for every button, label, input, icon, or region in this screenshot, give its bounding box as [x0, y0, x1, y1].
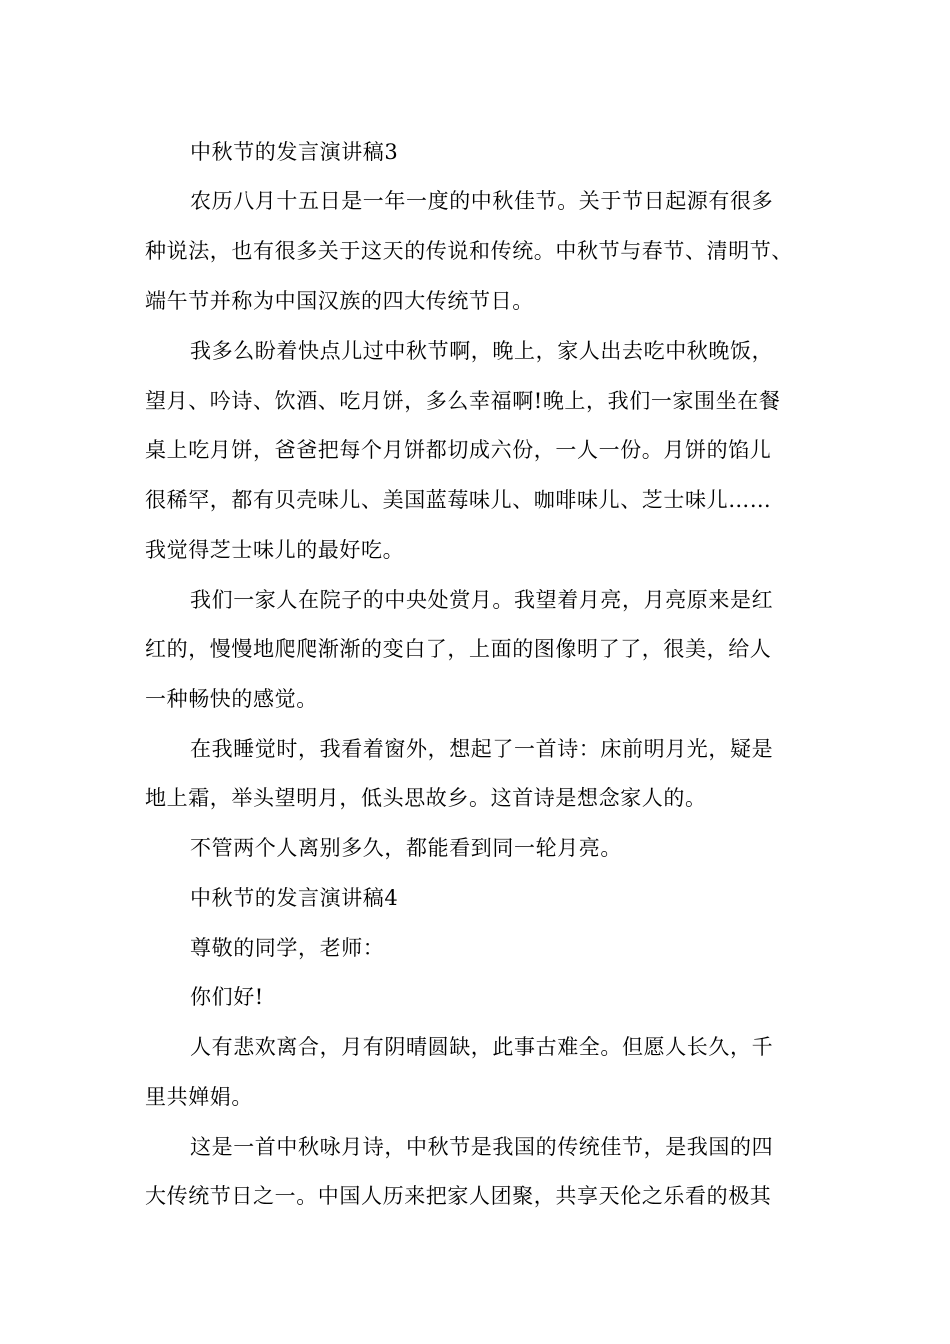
- paragraph-line: 人有悲欢离合，月有阴晴圆缺，此事古难全。但愿人长久，千: [190, 1035, 774, 1059]
- paragraph-line: 在我睡觉时，我看着窗外，想起了一首诗：床前明月光，疑是: [190, 737, 774, 761]
- paragraph-line: 农历八月十五日是一年一度的中秋佳节。关于节日起源有很多: [190, 189, 774, 213]
- paragraph-line: 里共婵娟。: [145, 1085, 253, 1109]
- paragraph-line: 很稀罕，都有贝壳味儿、美国蓝莓味儿、咖啡味儿、芝士味儿……: [145, 488, 772, 512]
- paragraph-line: 我们一家人在院子的中央处赏月。我望着月亮，月亮原来是红: [190, 588, 774, 612]
- paragraph-line: 我觉得芝士味儿的最好吃。: [145, 538, 405, 562]
- paragraph-line: 我多么盼着快点儿过中秋节啊，晚上，家人出去吃中秋晚饭，: [190, 339, 774, 363]
- paragraph-line: 端午节并称为中国汉族的四大传统节日。: [145, 289, 534, 313]
- paragraph-line: 望月、吟诗、饮酒、吃月饼，多么幸福啊!晚上，我们一家围坐在餐: [145, 389, 781, 413]
- paragraph-line: 红的，慢慢地爬爬渐渐的变白了，上面的图像明了了，很美，给人: [145, 637, 772, 661]
- paragraph-line: 桌上吃月饼，爸爸把每个月饼都切成六份，一人一份。月饼的馅儿: [145, 438, 772, 462]
- paragraph-line: 大传统节日之一。中国人历来把家人团聚，共享天伦之乐看的极其: [145, 1184, 772, 1208]
- paragraph-line: 地上霜，举头望明月，低头思故乡。这首诗是想念家人的。: [145, 786, 707, 810]
- paragraph-line: 不管两个人离别多久，都能看到同一轮月亮。: [190, 836, 622, 860]
- paragraph-line: 一种畅快的感觉。: [145, 687, 318, 711]
- section-heading-3: 中秋节的发言演讲稿3: [190, 140, 399, 164]
- greeting: 你们好!: [190, 985, 264, 1009]
- paragraph-line: 这是一首中秋咏月诗，中秋节是我国的传统佳节，是我国的四: [190, 1135, 774, 1159]
- paragraph-line: 种说法，也有很多关于这天的传说和传统。中秋节与春节、清明节、: [145, 239, 793, 263]
- salutation: 尊敬的同学，老师：: [190, 936, 385, 960]
- section-heading-4: 中秋节的发言演讲稿4: [190, 886, 399, 910]
